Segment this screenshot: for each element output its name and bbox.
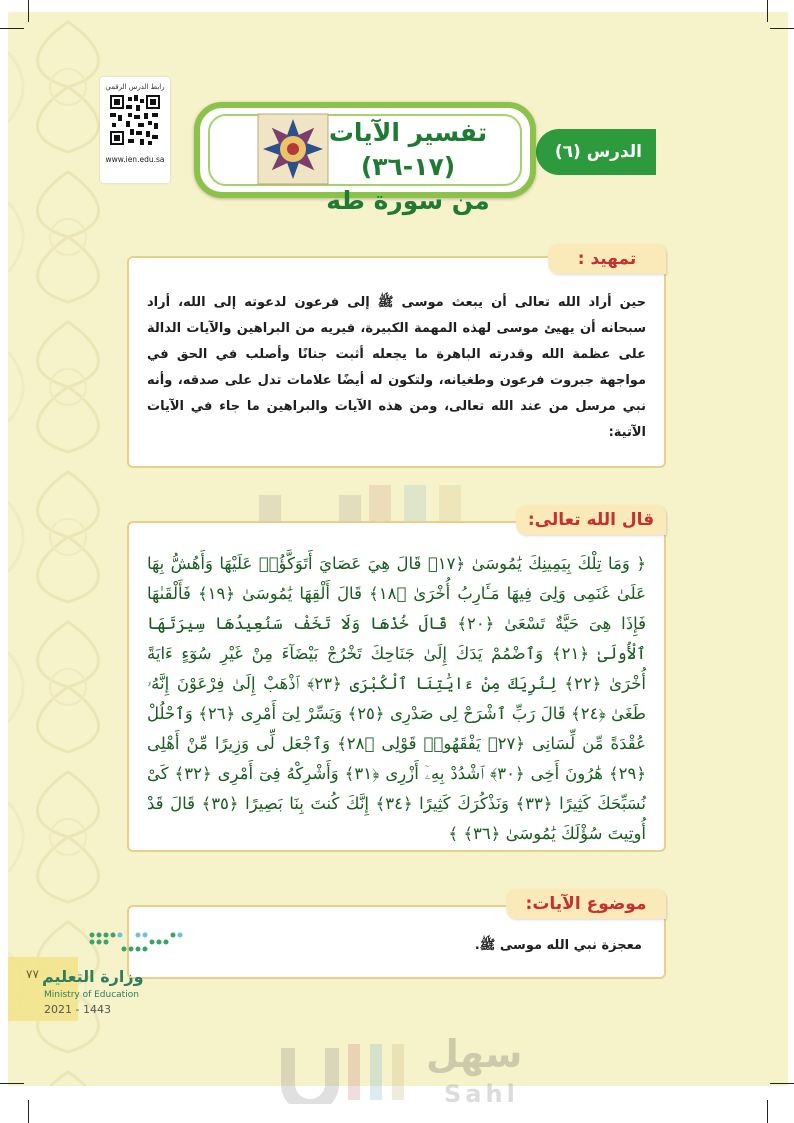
- digital-lesson-qr-card[interactable]: [100, 77, 170, 183]
- verses-topic-section: [127, 894, 666, 979]
- ministry-name-arabic: وزارة التعليم: [42, 967, 144, 986]
- crop-mark: [770, 1083, 794, 1084]
- verses-heading: قال الله تعالى:: [516, 505, 666, 535]
- ministry-name-english: Ministry of Education: [44, 990, 139, 1000]
- lesson-title: [308, 116, 508, 218]
- crop-mark: [770, 28, 794, 29]
- edition-year: 2021 - 1443: [44, 1003, 111, 1016]
- qr-url[interactable]: www.ien.edu.sa: [105, 155, 165, 164]
- rosette-ornament-icon: [256, 112, 330, 186]
- page-number: ٧٧: [26, 967, 39, 981]
- topic-heading: موضوع الآيات:: [506, 889, 666, 919]
- topic-text: معجزة نبي الله موسى ﷺ.: [474, 938, 642, 953]
- lesson-title-line2: من سورة طه: [326, 186, 490, 215]
- qr-label: رابط الدرس الرقمي: [105, 83, 165, 91]
- sahl-logo-arabic: سهل: [426, 1032, 523, 1076]
- intro-paragraph: حين أراد الله تعالى أن يبعث موسى ﷺ إلى فرعون لدعوته إلى الله، أراد سبحانه أن يهيئ موسى لهذه المهمة الكبيرة، فيريه من البراهين والآيات الدالة على عظمة الله وقدرته الباهرة ما يجعله أثبت جنانًا وأصلب في الحق في مواجهة جبروت فرعون وطغيانه، ولتكون له أيضًا علامات تدل على صدقه، وأنه نبي مرسل من عند الله تعالى، ومن هذه الآيات والبراهين ما جاء في الآيات الآتية:: [147, 295, 646, 440]
- sahl-logo: [278, 1030, 538, 1110]
- intro-heading: تمهيد :: [548, 244, 666, 274]
- crop-mark: [28, 1100, 29, 1123]
- lesson-title-box: [194, 102, 536, 215]
- quran-verses-section: [127, 510, 666, 852]
- lesson-title-line1: تفسير الآيات (١٧-٣٦): [328, 118, 488, 181]
- intro-section: [127, 249, 666, 468]
- sahl-logo-english: Sahl: [444, 1080, 519, 1108]
- crop-mark: [767, 1100, 768, 1123]
- ministry-dots-icon: [84, 927, 184, 961]
- crop-mark: [767, 0, 768, 22]
- quran-verses-text: ﴿ وَمَا تِلْكَ بِيَمِينِكَ يَٰمُوسَىٰ ﴿١٧﴾ قَالَ هِيَ عَصَايَ أَتَوَكَّؤُا۟ عَلَيْهَا وَأَهُشُّ بِهَا عَلَىٰ غَنَمِى وَلِىَ فِيهَا مَـَٔارِبُ أُخْرَىٰ ﴿١٨﴾ قَالَ أَلْقِهَا يَٰمُوسَىٰ ﴿١٩﴾ فَأَلْقَىٰهَا فَإِذَا هِىَ حَيَّةٌ تَسْعَىٰ ﴿٢٠﴾ قَالَ خُذْهَا وَلَا تَخَفْ سَنُعِيدُهَا سِيرَتَهَا ٱلْأُولَىٰ ﴿٢١﴾ وَٱضْمُمْ يَدَكَ إِلَىٰ جَنَاحِكَ تَخْرُجْ بَيْضَآءَ مِنْ غَيْرِ سُوٓءٍ ءَايَةً أُخْرَىٰ ﴿٢٢﴾ لِنُرِيَكَ مِنْ ءَايَٰتِنَا ٱلْكُبْرَى ﴿٢٣﴾ ٱذْهَبْ إِلَىٰ فِرْعَوْنَ إِنَّهُۥ طَغَىٰ ﴿٢٤﴾ قَالَ رَبِّ ٱشْرَحْ لِى صَدْرِى ﴿٢٥﴾ وَيَسِّرْ لِىٓ أَمْرِى ﴿٢٦﴾ وَٱحْلُلْ عُقْدَةً مِّن لِّسَانِى ﴿٢٧﴾ يَفْقَهُوا۟ قَوْلِى ﴿٢٨﴾ وَٱجْعَل لِّى وَزِيرًا مِّنْ أَهْلِى ﴿٢٩﴾ هَٰرُونَ أَخِى ﴿٣٠﴾ ٱشْدُدْ بِهِۦٓ أَزْرِى ﴿٣١﴾ وَأَشْرِكْهُ فِىٓ أَمْرِى ﴿٣٢﴾ كَىْ نُسَبِّحَكَ كَثِيرًا ﴿٣٣﴾ وَنَذْكُرَكَ كَثِيرًا ﴿٣٤﴾ إِنَّكَ كُنتَ بِنَا بَصِيرًا ﴿٣٥﴾ قَالَ قَدْ أُوتِيتَ سُؤْلَكَ يَٰمُوسَىٰ ﴿٣٦﴾ ﴾: [147, 554, 647, 843]
- lesson-number-badge: الدرس (٦): [536, 129, 656, 175]
- qr-code-icon[interactable]: [110, 95, 160, 145]
- ministry-of-education-logo: [8, 927, 158, 1027]
- sahl-logo-mark-icon: [278, 1038, 418, 1104]
